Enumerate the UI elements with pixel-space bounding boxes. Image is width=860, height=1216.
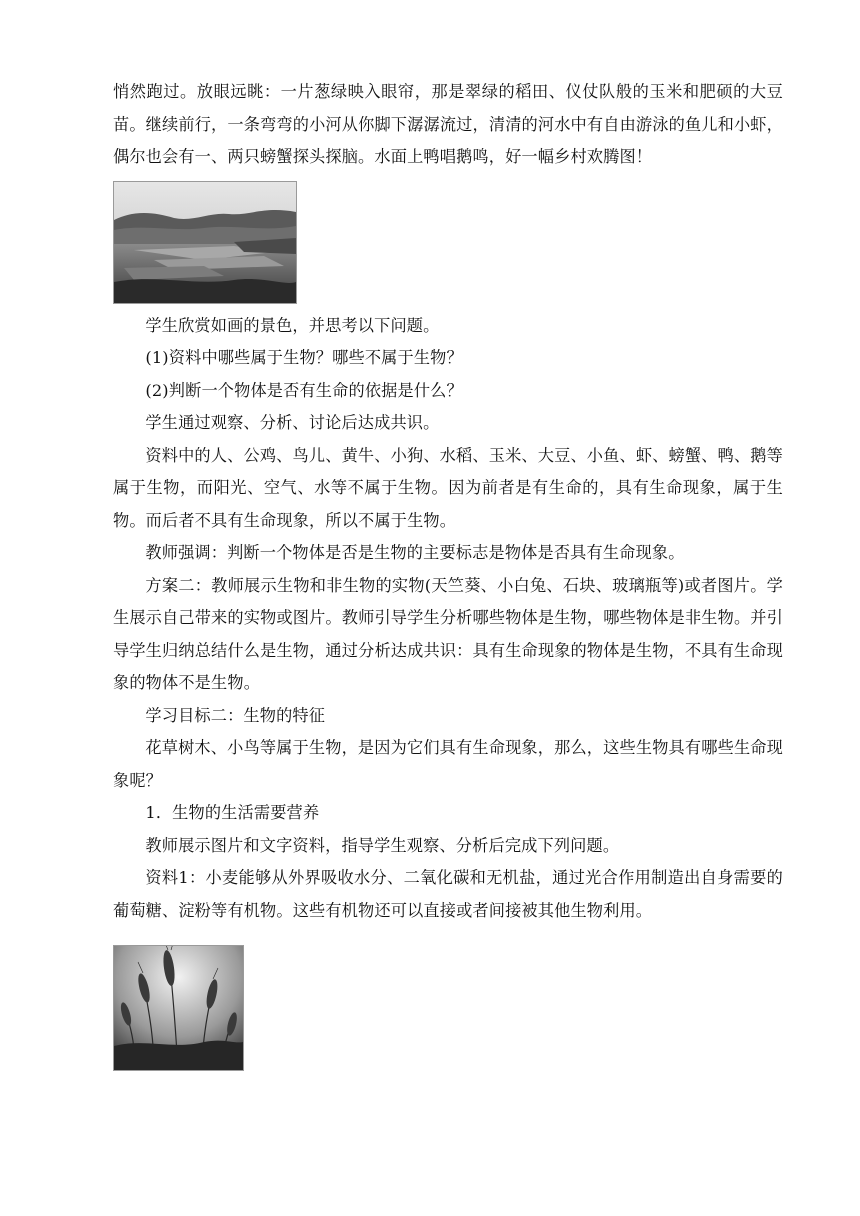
paragraph-question-1: (1)资料中哪些属于生物？哪些不属于生物？ xyxy=(145,348,463,367)
document-body xyxy=(113,76,783,1071)
paragraph-life-phenomena: 花草树木、小鸟等属于生物，是因为它们具有生命现象，那么，这些生物具有哪些生命现象呢？ xyxy=(113,738,783,790)
section-heading-objective-two: 学习目标二：生物的特征 xyxy=(145,705,326,725)
paragraph-appreciate: 学生欣赏如画的景色，并思考以下问题。 xyxy=(145,315,440,335)
paragraph-question-2: (2)判断一个物体是否有生命的依据是什么？ xyxy=(145,380,463,400)
paragraph-plan-two: 方案二：教师展示生物和非生物的实物(天竺葵、小白兔、石块、玻璃瓶等)或者图片。学生展示自己带来的实物或图片。教师引导学生分析哪些物体是生物，哪些物体是非生物。并引导学生归纳总结什么是生物，通过分析达成共识：具有生命现象的物体是生物，不具有生命现象的物体不是生物。 xyxy=(113,575,783,692)
paragraph-consensus: 学生通过观察、分析、讨论后达成共识。 xyxy=(145,413,440,432)
paragraph-material-1: 资料1：小麦能够从外界吸收水分、二氧化碳和无机盐，通过光合作用制造出自身需要的葡萄糖、淀粉等有机物。这些有机物还可以直接或者间接被其他生物利用。 xyxy=(113,868,783,920)
countryside-landscape-photo xyxy=(113,181,297,304)
paragraph-landscape-description: 悄然跑过。放眼远眺：一片葱绿映入眼帘，那是翠绿的稻田、仪仗队般的玉米和肥硕的大豆苗。继续前行，一条弯弯的小河从你脚下潺潺流过，清清的河水中有自由游泳的鱼儿和小虾，偶尔也会有一、两只螃蟹探头探脑。水面上鸭唱鹅鸣，好一幅乡村欢腾图！ xyxy=(113,82,783,166)
paragraph-teacher-shows: 教师展示图片和文字资料，指导学生观察、分析后完成下列问题。 xyxy=(145,835,620,855)
paragraph-teacher-emphasis: 教师强调：判断一个物体是否是生物的主要标志是物体是否具有生命现象。 xyxy=(145,543,685,562)
paragraph-living-things-list: 资料中的人、公鸡、鸟儿、黄牛、小狗、水稻、玉米、大豆、小鱼、虾、螃蟹、鸭、鹅等属于生物，而阳光、空气、水等不属于生物。因为前者是有生命的，具有生命现象，属于生物。而后者不具有生命现象，所以不属于生物。 xyxy=(113,445,783,530)
wheat-photo xyxy=(113,945,244,1071)
subheading-nutrition: 1．生物的生活需要营养 xyxy=(145,803,320,822)
